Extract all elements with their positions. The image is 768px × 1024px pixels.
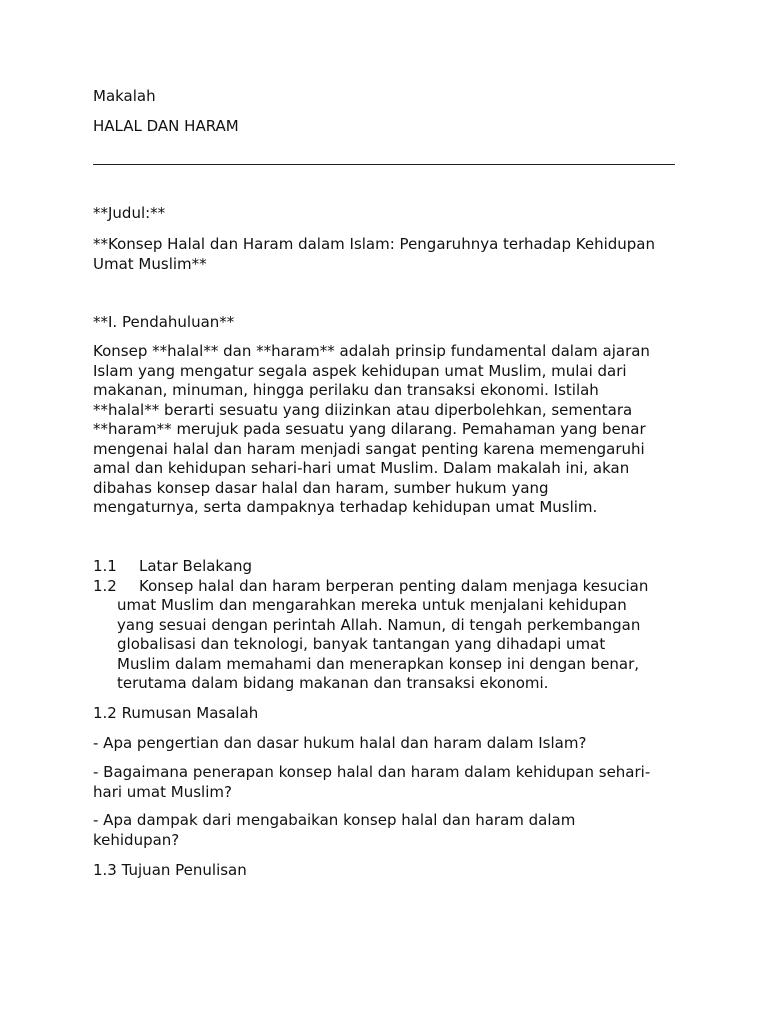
question-line: hari umat Muslim? <box>93 782 232 801</box>
pendahuluan-heading-block <box>93 313 675 333</box>
question-line: - Bagaimana penerapan konsep halal dan haram dalam kehidupan sehari- <box>93 763 651 781</box>
paragraph-line: **haram** merujuk pada sesuatu yang dilarang. Pemahaman yang benar <box>93 420 646 438</box>
question-item <box>93 763 675 802</box>
judul-title <box>93 235 675 274</box>
question-line: - Apa pengertian dan dasar hukum halal dan haram dalam Islam? <box>93 734 587 752</box>
question-line: - Apa dampak dari mengabaikan konsep halal dan haram dalam <box>93 811 576 829</box>
section-heading: **I. Pendahuluan** <box>93 313 235 331</box>
question-item <box>93 734 675 754</box>
question-line: kehidupan? <box>93 830 180 849</box>
list-item-text: Konsep halal dan haram berperan penting dalam menjaga kesucian <box>139 576 649 595</box>
horizontal-divider <box>93 164 675 165</box>
list-item-continuation: yang sesuai dengan perintah Allah. Namun, di tengah perkembangan <box>117 615 641 634</box>
numbered-list <box>93 557 675 694</box>
pendahuluan-paragraph <box>93 342 675 518</box>
paragraph-line: Islam yang mengatur segala aspek kehidupan umat Muslim, mulai dari <box>93 361 627 380</box>
rumusan-heading-block <box>93 704 675 724</box>
paragraph-line: mengaturnya, serta dampaknya terhadap kehidupan umat Muslim. <box>93 498 598 516</box>
paragraph-line: makanan, minuman, hingga perilaku dan transaksi ekonomi. Istilah <box>93 381 599 399</box>
question-item <box>93 811 675 850</box>
list-item-continuation: globalisasi dan teknologi, banyak tantangan yang dihadapi umat <box>117 635 606 653</box>
paragraph-line: dibahas konsep dasar halal dan haram, sumber hukum yang <box>93 478 549 497</box>
section-heading: 1.3 Tujuan Penulisan <box>93 861 247 879</box>
judul-title-line: **Konsep Halal dan Haram dalam Islam: Pengaruhnya terhadap Kehidupan <box>93 235 655 253</box>
tujuan-heading-block <box>93 861 675 881</box>
paragraph-line: amal dan kehidupan sehari-hari umat Muslim. Dalam makalah ini, akan <box>93 459 630 477</box>
judul-section <box>93 204 675 224</box>
paragraph-line: **halal** berarti sesuatu yang diizinkan atau diperbolehkan, sementara <box>93 400 633 419</box>
paragraph-line: Konsep **halal** dan **haram** adalah prinsip fundamental dalam ajaran <box>93 342 650 360</box>
document-topic-title: HALAL DAN HARAM <box>93 117 239 135</box>
list-item-text: Latar Belakang <box>139 557 253 575</box>
document-type-label: Makalah <box>93 87 156 105</box>
judul-label: **Judul:** <box>93 204 166 222</box>
list-item-continuation: Muslim dalam memahami dan menerapkan konsep ini dengan benar, <box>117 654 640 673</box>
judul-title-line: Umat Muslim** <box>93 254 207 273</box>
list-item <box>93 577 675 597</box>
list-number: 1.2 <box>93 576 117 595</box>
section-heading: 1.2 Rumusan Masalah <box>93 704 259 722</box>
list-item-continuation: umat Muslim dan mengarahkan mereka untuk menjalani kehidupan <box>117 596 627 614</box>
list-item-continuation: terutama dalam bidang makanan dan transaksi ekonomi. <box>117 674 549 692</box>
list-item <box>93 557 675 577</box>
list-number: 1.1 <box>93 557 117 575</box>
paragraph-line: mengenai halal dan haram menjadi sangat penting karena memengaruhi <box>93 439 645 458</box>
